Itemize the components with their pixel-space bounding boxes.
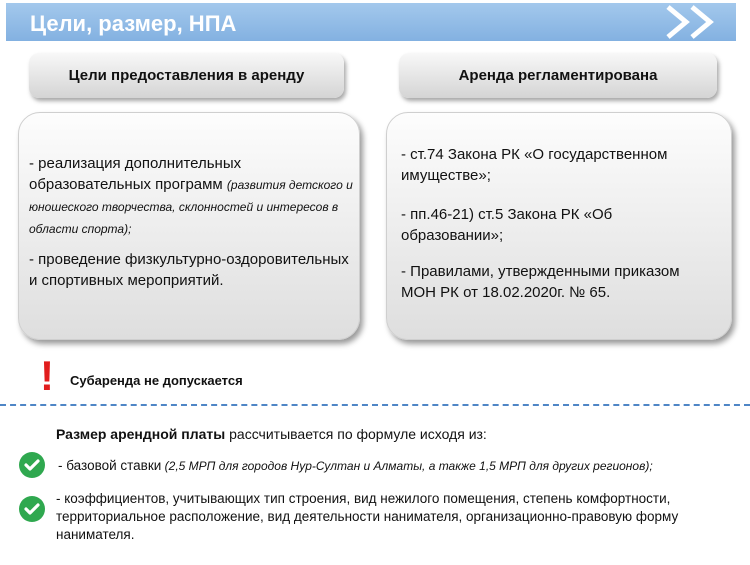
goals-item-2: - проведение физкультурно-оздоровительных и спортивных мероприятий. — [29, 251, 349, 289]
rent-item-1-main: - базовой ставки — [58, 458, 162, 473]
goals-heading: Цели предоставления в аренду — [29, 53, 344, 98]
goals-box — [18, 112, 360, 340]
goals-item-1 — [29, 153, 359, 240]
page-title: Цели, размер, НПА — [30, 11, 237, 36]
regulation-item-1: - ст.74 Закона РК «О государственном имуществе»; — [401, 146, 668, 184]
rent-intro-rest: рассчитывается по формуле исходя из: — [225, 426, 487, 442]
rent-intro-bold: Размер арендной платы — [56, 426, 226, 442]
regulation-item-3: - Правилами, утвержденными приказом МОН РК от 18.02.2020г. № 65. — [401, 263, 680, 301]
check-icon — [19, 496, 45, 522]
rent-item-2: - коэффициентов, учитывающих тип строения, вид нежилого помещения, степень комфортности, территориальное расположение, вид деятельности нанимателя, организационно-правовую форму нанимателя. — [56, 491, 679, 542]
regulation-item-2: - пп.46-21) ст.5 Закона РК «Об образовании»; — [401, 206, 613, 244]
regulation-box — [386, 112, 732, 340]
goals-item-1-main: - реализация дополнительных образовательных программ — [29, 155, 242, 193]
rent-intro — [56, 426, 487, 442]
rent-item-1-note: (2,5 МРП для городов Нур-Султан и Алматы, а также 1,5 МРП для других регионов); — [161, 459, 653, 473]
check-icon — [19, 452, 45, 478]
goals-item-1-note: (развития детского и юношеского творчества, склонностей и интересов в области спорта); — [29, 178, 353, 236]
rent-item-1 — [58, 457, 738, 475]
sublease-warning: Субаренда не допускается — [70, 373, 243, 388]
header-bar — [6, 3, 736, 41]
regulation-heading: Аренда регламентирована — [399, 53, 717, 98]
chevron-right-icon — [660, 3, 730, 41]
exclamation-icon: ! — [40, 352, 54, 399]
divider — [0, 404, 750, 406]
